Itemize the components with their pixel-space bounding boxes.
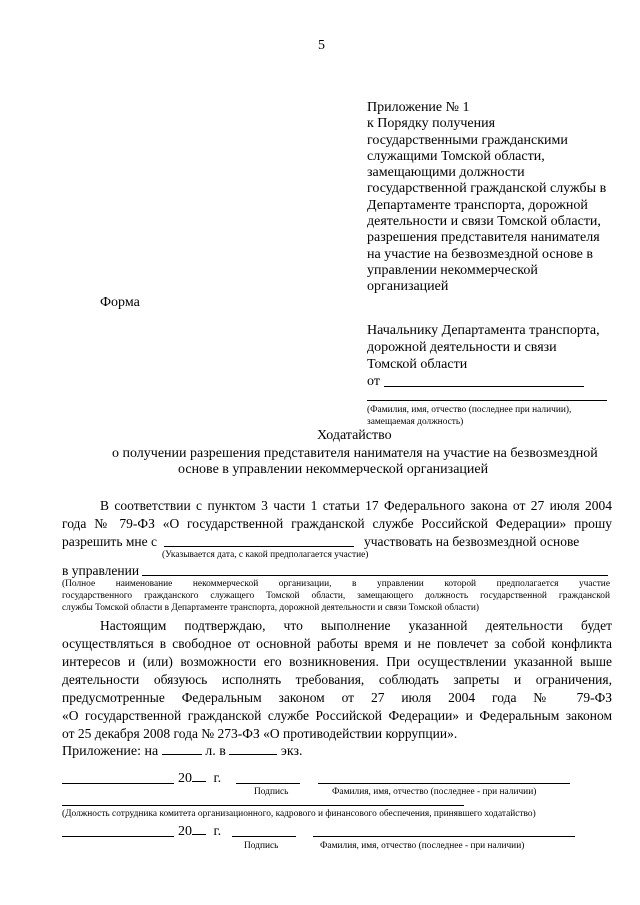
org-underline [142, 575, 608, 576]
sign2-signature-line[interactable] [232, 836, 296, 837]
page-number: 5 [318, 38, 325, 53]
sign2-year-value: 20 [178, 824, 192, 839]
body-p1-line2: года № 79-ФЗ «О государственной гражданской службе Российской Федерации» прошу [62, 516, 612, 531]
document-subtitle-2: основе в управлении некоммерческой организацией [178, 462, 489, 477]
from-underline-2 [367, 400, 607, 401]
from-label: от [367, 374, 380, 389]
appendix-line: Приложение № 1 [367, 100, 470, 115]
sign2-year-suffix: г. [213, 824, 222, 839]
addressee-line2: дорожной деятельности и связи [367, 340, 557, 355]
org-hint-1: (Полное наименование некоммерческой организации, в управлении которой предполагается участие [62, 579, 610, 589]
sign1-year [178, 769, 221, 787]
from-underline [384, 386, 584, 387]
body-p1-line1: В соответствии с пунктом 3 части 1 статьи 17 Федерального закона от 27 июля 2004 [100, 498, 612, 513]
appendix-line: государственной гражданской службы в [367, 181, 607, 197]
official-hint: (Должность сотрудника комитета организационного, кадрового и финансового обеспечения, принявшего ходатайство) [62, 809, 536, 819]
document-title: Ходатайство [317, 428, 392, 443]
sign1-date-underline[interactable] [62, 783, 174, 784]
body-p2-line: интересов и (или) возможности его возникновения. При осуществлении указанной выше [62, 654, 612, 669]
addressee-line3: Томской области [367, 357, 468, 372]
body-p2-last: от 25 декабря 2008 года № 273-ФЗ «О противодействии коррупции». [62, 726, 458, 741]
body-p1-line4: в управлении [62, 563, 140, 578]
appendix-line: служащими Томской области, [367, 148, 545, 164]
sign2-sign-label: Подпись [244, 841, 279, 851]
sign2-name-line[interactable] [313, 836, 575, 837]
sign1-year-field[interactable] [192, 769, 206, 782]
org-hint-2: государственного гражданского служащего Томской области, замещающего должность государственной гражданской [62, 591, 610, 601]
sign2-date-underline[interactable] [62, 836, 174, 837]
sign1-sign-label: Подпись [254, 787, 289, 797]
attachment-mid: л. в [205, 744, 226, 759]
body-p2-line: Настоящим подтверждаю, что выполнение указанной деятельности будет [100, 618, 612, 633]
body-p2-line: предусмотренные Федеральным законом от 27 июля 2004 года № 79-ФЗ [62, 690, 612, 705]
official-position-line[interactable] [62, 805, 464, 806]
sign1-name-label: Фамилия, имя, отчество (последнее - при наличии) [332, 787, 537, 797]
sign1-year-value: 20 [178, 771, 192, 786]
attachment-line [62, 742, 303, 760]
appendix-line: к Порядку получения [367, 116, 496, 132]
addressee-line1: Начальнику Департамента транспорта, [367, 323, 600, 338]
body-p2-line: деятельности обязуюсь исполнять требования, соблюдать запреты и ограничения, [62, 672, 612, 687]
appendix-line: государственными гражданскими [367, 132, 568, 148]
attachment-copies-field[interactable] [229, 742, 277, 755]
sign1-year-suffix: г. [213, 771, 222, 786]
sign1-name-line[interactable] [318, 783, 570, 784]
sign2-year-field[interactable] [192, 822, 206, 835]
date-hint: (Указывается дата, с какой предполагается участие) [162, 550, 369, 560]
attachment-prefix: Приложение: на [62, 744, 159, 759]
body-p2-line: «О государственной гражданской службе Российской Федерации» и Федеральным законом [62, 708, 612, 723]
appendix-line: организацией [367, 279, 449, 295]
body-p1-line3b: участвовать на безвозмездной основе [364, 534, 580, 549]
appendix-line: на участие на безвозмездной основе в [367, 246, 593, 262]
document-subtitle-1: о получении разрешения представителя нанимателя на участие на безвозмездной [112, 446, 598, 461]
appendix-line: управлении некоммерческой [367, 262, 538, 278]
sign2-name-label: Фамилия, имя, отчество (последнее - при наличии) [320, 841, 525, 851]
date-underline [164, 546, 354, 547]
appendix-line: деятельности и связи Томской области, [367, 214, 601, 230]
body-p2-line: осуществляться в свободное от основной работы время и не повлечет за собой конфликта [62, 636, 612, 651]
sign2-year [178, 822, 221, 840]
appendix-line: замещающими должности [367, 165, 525, 181]
appendix-line: разрешения представителя нанимателя [367, 230, 600, 246]
org-hint-3: службы Томской области в Департаменте транспорта, дорожной деятельности и связи Томской области) [62, 603, 479, 613]
attachment-pages-field[interactable] [162, 742, 202, 755]
attachment-suffix: экз. [280, 744, 303, 759]
appendix-line: Департаменте транспорта, дорожной [367, 197, 588, 213]
body-p1-line3a: разрешить мне с [62, 534, 157, 549]
appendix-block [367, 100, 606, 296]
addressee-hint1: (Фамилия, имя, отчество (последнее при наличии), [367, 405, 572, 415]
form-label: Форма [100, 295, 140, 310]
addressee-hint2: замещаемая должность) [367, 417, 464, 427]
sign1-signature-line[interactable] [236, 783, 300, 784]
